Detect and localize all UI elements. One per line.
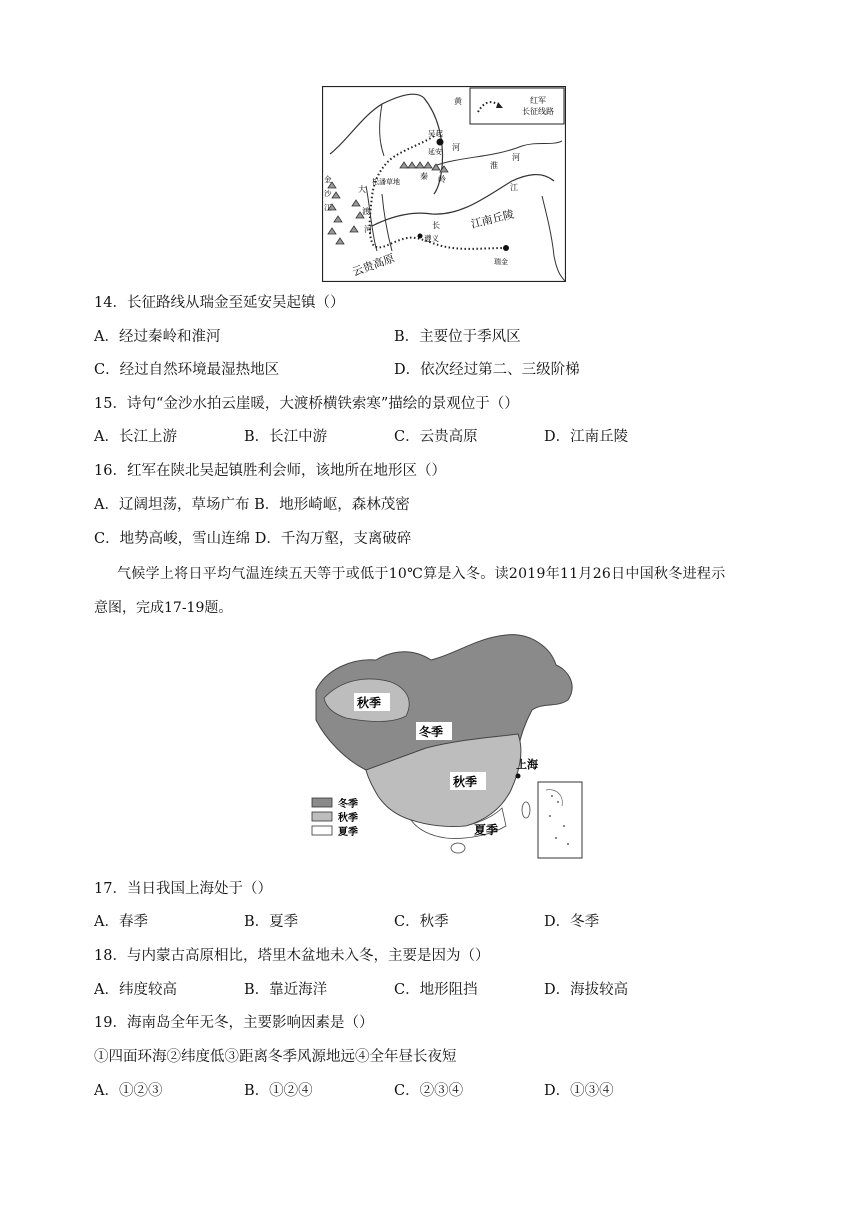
legend-winter: 冬季 <box>338 799 358 810</box>
shanghai-label: 上海 <box>516 758 538 771</box>
legend-label-1: 红军 <box>530 96 546 105</box>
legend-swatch-winter <box>312 798 332 807</box>
map-label-yanan: 延安 <box>428 148 442 156</box>
q17-option-d: D．冬季 <box>544 914 600 930</box>
map-label-jiang: 江 <box>510 183 518 192</box>
map-label-jiang2: 江 <box>324 203 332 212</box>
question-18-stem: 18．与内蒙古高原相比，塔里木盆地未入冬，主要是因为（） <box>94 948 490 964</box>
q15-option-b: B．长江中游 <box>244 429 328 445</box>
region-label-autumn-nw: 秋季 <box>357 696 382 710</box>
legend-summer: 夏季 <box>338 827 358 838</box>
map-label-zunyi: 遵义 <box>424 234 439 243</box>
q14-option-a: A．经过秦岭和淮河 <box>94 329 221 345</box>
map-label-huai: 淮 <box>490 161 498 170</box>
question-17-stem: 17．当日我国上海处于（） <box>94 881 272 897</box>
map-label-yungui: 云贵高原 <box>350 251 397 279</box>
map-label-jin: 金 <box>324 175 332 184</box>
long-march-map-svg <box>322 86 566 282</box>
map-label-ruijin: 瑞金 <box>494 258 508 266</box>
legend-autumn: 秋季 <box>338 813 358 824</box>
region-label-autumn-se: 秋季 <box>453 775 478 789</box>
q17-option-b: B．夏季 <box>244 914 299 930</box>
q19-option-c: C．②③④ <box>394 1083 464 1099</box>
map-label-ling: 岭 <box>438 175 446 184</box>
q14-option-c: C．经过自然环境最湿热地区 <box>94 362 280 378</box>
map-label-sha: 沙 <box>324 189 332 198</box>
q18-option-c: C．地形阻挡 <box>394 982 478 998</box>
q15-option-a: A．长江上游 <box>94 429 177 445</box>
question-14-stem: 14．长征路线从瑞金至延安吴起镇（） <box>94 295 345 311</box>
map-label-dadu: 大 <box>358 185 366 194</box>
region-label-summer: 夏季 <box>474 823 499 837</box>
map-label-jiangnan: 江南丘陵 <box>469 207 516 231</box>
region-label-winter: 冬季 <box>419 725 444 739</box>
q18-option-a: A．纬度较高 <box>94 982 177 998</box>
legend-label-2: 长征线路 <box>522 107 554 116</box>
china-season-map <box>306 630 586 862</box>
map-label-qin: 秦 <box>420 172 428 181</box>
map-label-songpan: 松潘草地 <box>372 178 400 186</box>
question-19-statements: ①四面环海②纬度低③距离冬季风源地远④全年昼长夜短 <box>94 1049 457 1065</box>
q19-option-d: D．①③④ <box>544 1083 614 1099</box>
q18-option-d: D．海拔较高 <box>544 982 629 998</box>
map-label-he3: 河 <box>364 225 372 234</box>
map-label-he1: 河 <box>452 143 460 152</box>
q18-option-b: B．靠近海洋 <box>244 982 328 998</box>
map-label-wuqi: 吴起 <box>428 129 443 138</box>
china-season-map-svg <box>306 630 586 862</box>
map-label-du: 渡 <box>362 207 370 216</box>
q19-option-a: A．①②③ <box>94 1083 163 1099</box>
question-19-stem: 19．海南岛全年无冬，主要影响因素是（） <box>94 1015 374 1031</box>
q15-option-d: D．江南丘陵 <box>544 429 629 445</box>
map-label-huang: 黄 <box>454 97 462 106</box>
q15-option-c: C．云贵高原 <box>394 429 478 445</box>
q14-option-d: D．依次经过第二、三级阶梯 <box>394 362 580 378</box>
long-march-map <box>322 86 566 282</box>
question-16-stem: 16．红军在陕北吴起镇胜利会师，该地所在地形区（） <box>94 463 446 479</box>
intro-line-1: 气候学上将日平均气温连续五天等于或低于10℃算是入冬。读2019年11月26日中国秋冬进程示 <box>117 566 726 582</box>
q16-option-ab: A．辽阔坦荡，草场广布 B．地形崎岖，森林茂密 <box>94 497 410 513</box>
q16-option-cd: C．地势高峻，雪山连绵 D．千沟万壑，支离破碎 <box>94 531 412 547</box>
intro-line-2: 意图，完成17-19题。 <box>94 600 233 616</box>
map-label-chang: 长 <box>432 221 440 230</box>
legend-swatch-summer <box>312 826 332 835</box>
q19-option-b: B．①②④ <box>244 1083 313 1099</box>
question-15-stem: 15．诗句“金沙水拍云崖暖，大渡桥横铁索寒”描绘的景观位于（） <box>94 396 519 412</box>
q14-option-b: B．主要位于季风区 <box>394 329 521 345</box>
q17-option-a: A．春季 <box>94 914 148 930</box>
map-label-he2: 河 <box>512 153 520 162</box>
legend-swatch-autumn <box>312 812 332 821</box>
q17-option-c: C．秋季 <box>394 914 449 930</box>
